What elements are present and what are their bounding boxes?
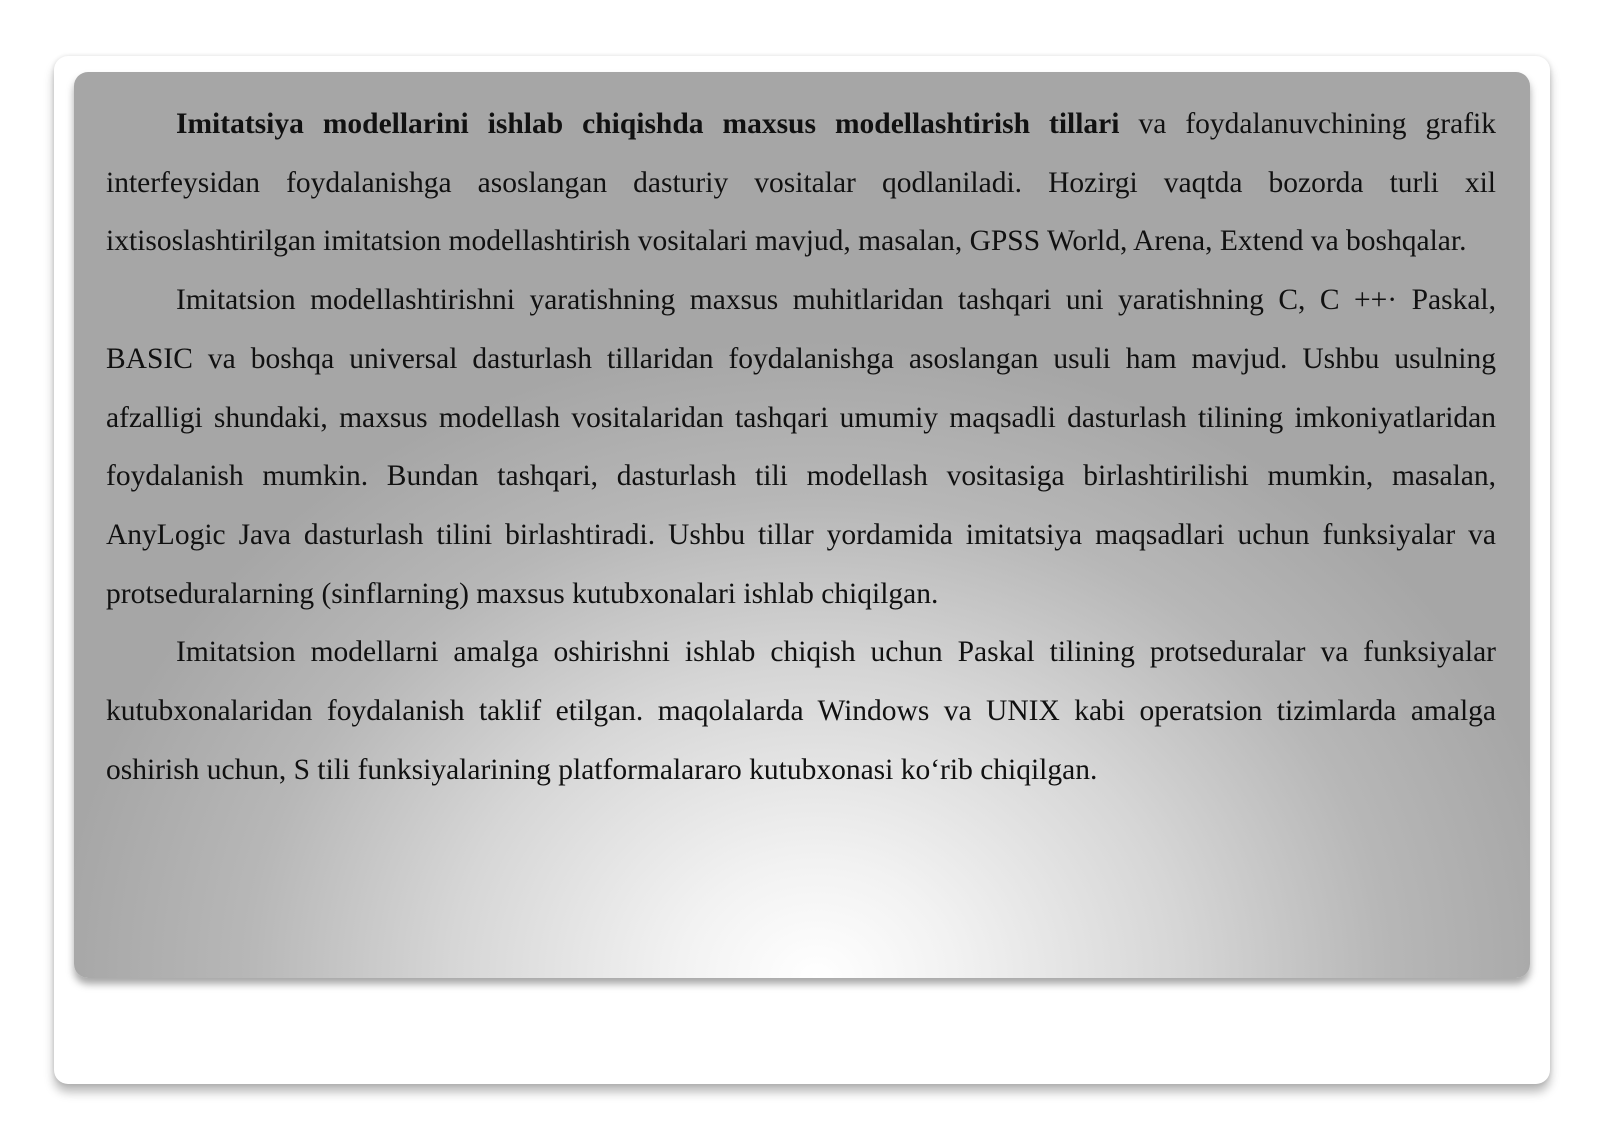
text-panel xyxy=(74,72,1530,978)
paragraph-1-bold-lead: Imitatsiya modellarini ishlab chiqishda maxsus modellashtirish tillari xyxy=(176,108,1120,140)
paragraph-3: Imitatsion modellarni amalga oshirishni ishlab chiqish uchun Paskal tilining protseduralar va funksiyalar kutubxonalaridan foydalanish taklif etilgan. maqolalarda Windows va UNIX kabi operatsion tizimlarda amalga oshirish uchun, S tili funksiyalarining platformalararo kutubxonasi koʻrib chiqilgan. xyxy=(106,636,1496,786)
body-text xyxy=(106,95,1496,799)
paragraph-1-text: va foydalanuvchining grafik interfeysidan foydalanishga asoslangan dasturiy vositalar qodlaniladi. Hozirgi vaqtda bozorda turli xil ixtisoslashtirilgan imitatsion modellashtirish vositalari mavjud, masalan, GPSS World, Arena, Extend va boshqalar. xyxy=(106,108,1496,258)
slide-frame xyxy=(54,56,1550,1084)
paragraph-1 xyxy=(106,95,1496,271)
paragraph-2: Imitatsion modellashtirishni yaratishning maxsus muhitlaridan tashqari uni yaratishning C, C ++· Paskal, BASIC va boshqa universal dasturlash tillaridan foydalanishga asoslangan usuli ham mavjud. Ushbu usulning afzalligi shundaki, maxsus modellash vositalaridan tashqari umumiy maqsadli dasturlash tilining imkoniyatlaridan foydalanish mumkin. Bundan tashqari, dasturlash tili modellash vositasiga birlashtirilishi mumkin, masalan, AnyLogic Java dasturlash tilini birlashtiradi. Ushbu tillar yordamida imitatsiya maqsadlari uchun funksiyalar va protseduralarning (sinflarning) maxsus kutubxonalari ishlab chiqilgan. xyxy=(106,284,1496,610)
